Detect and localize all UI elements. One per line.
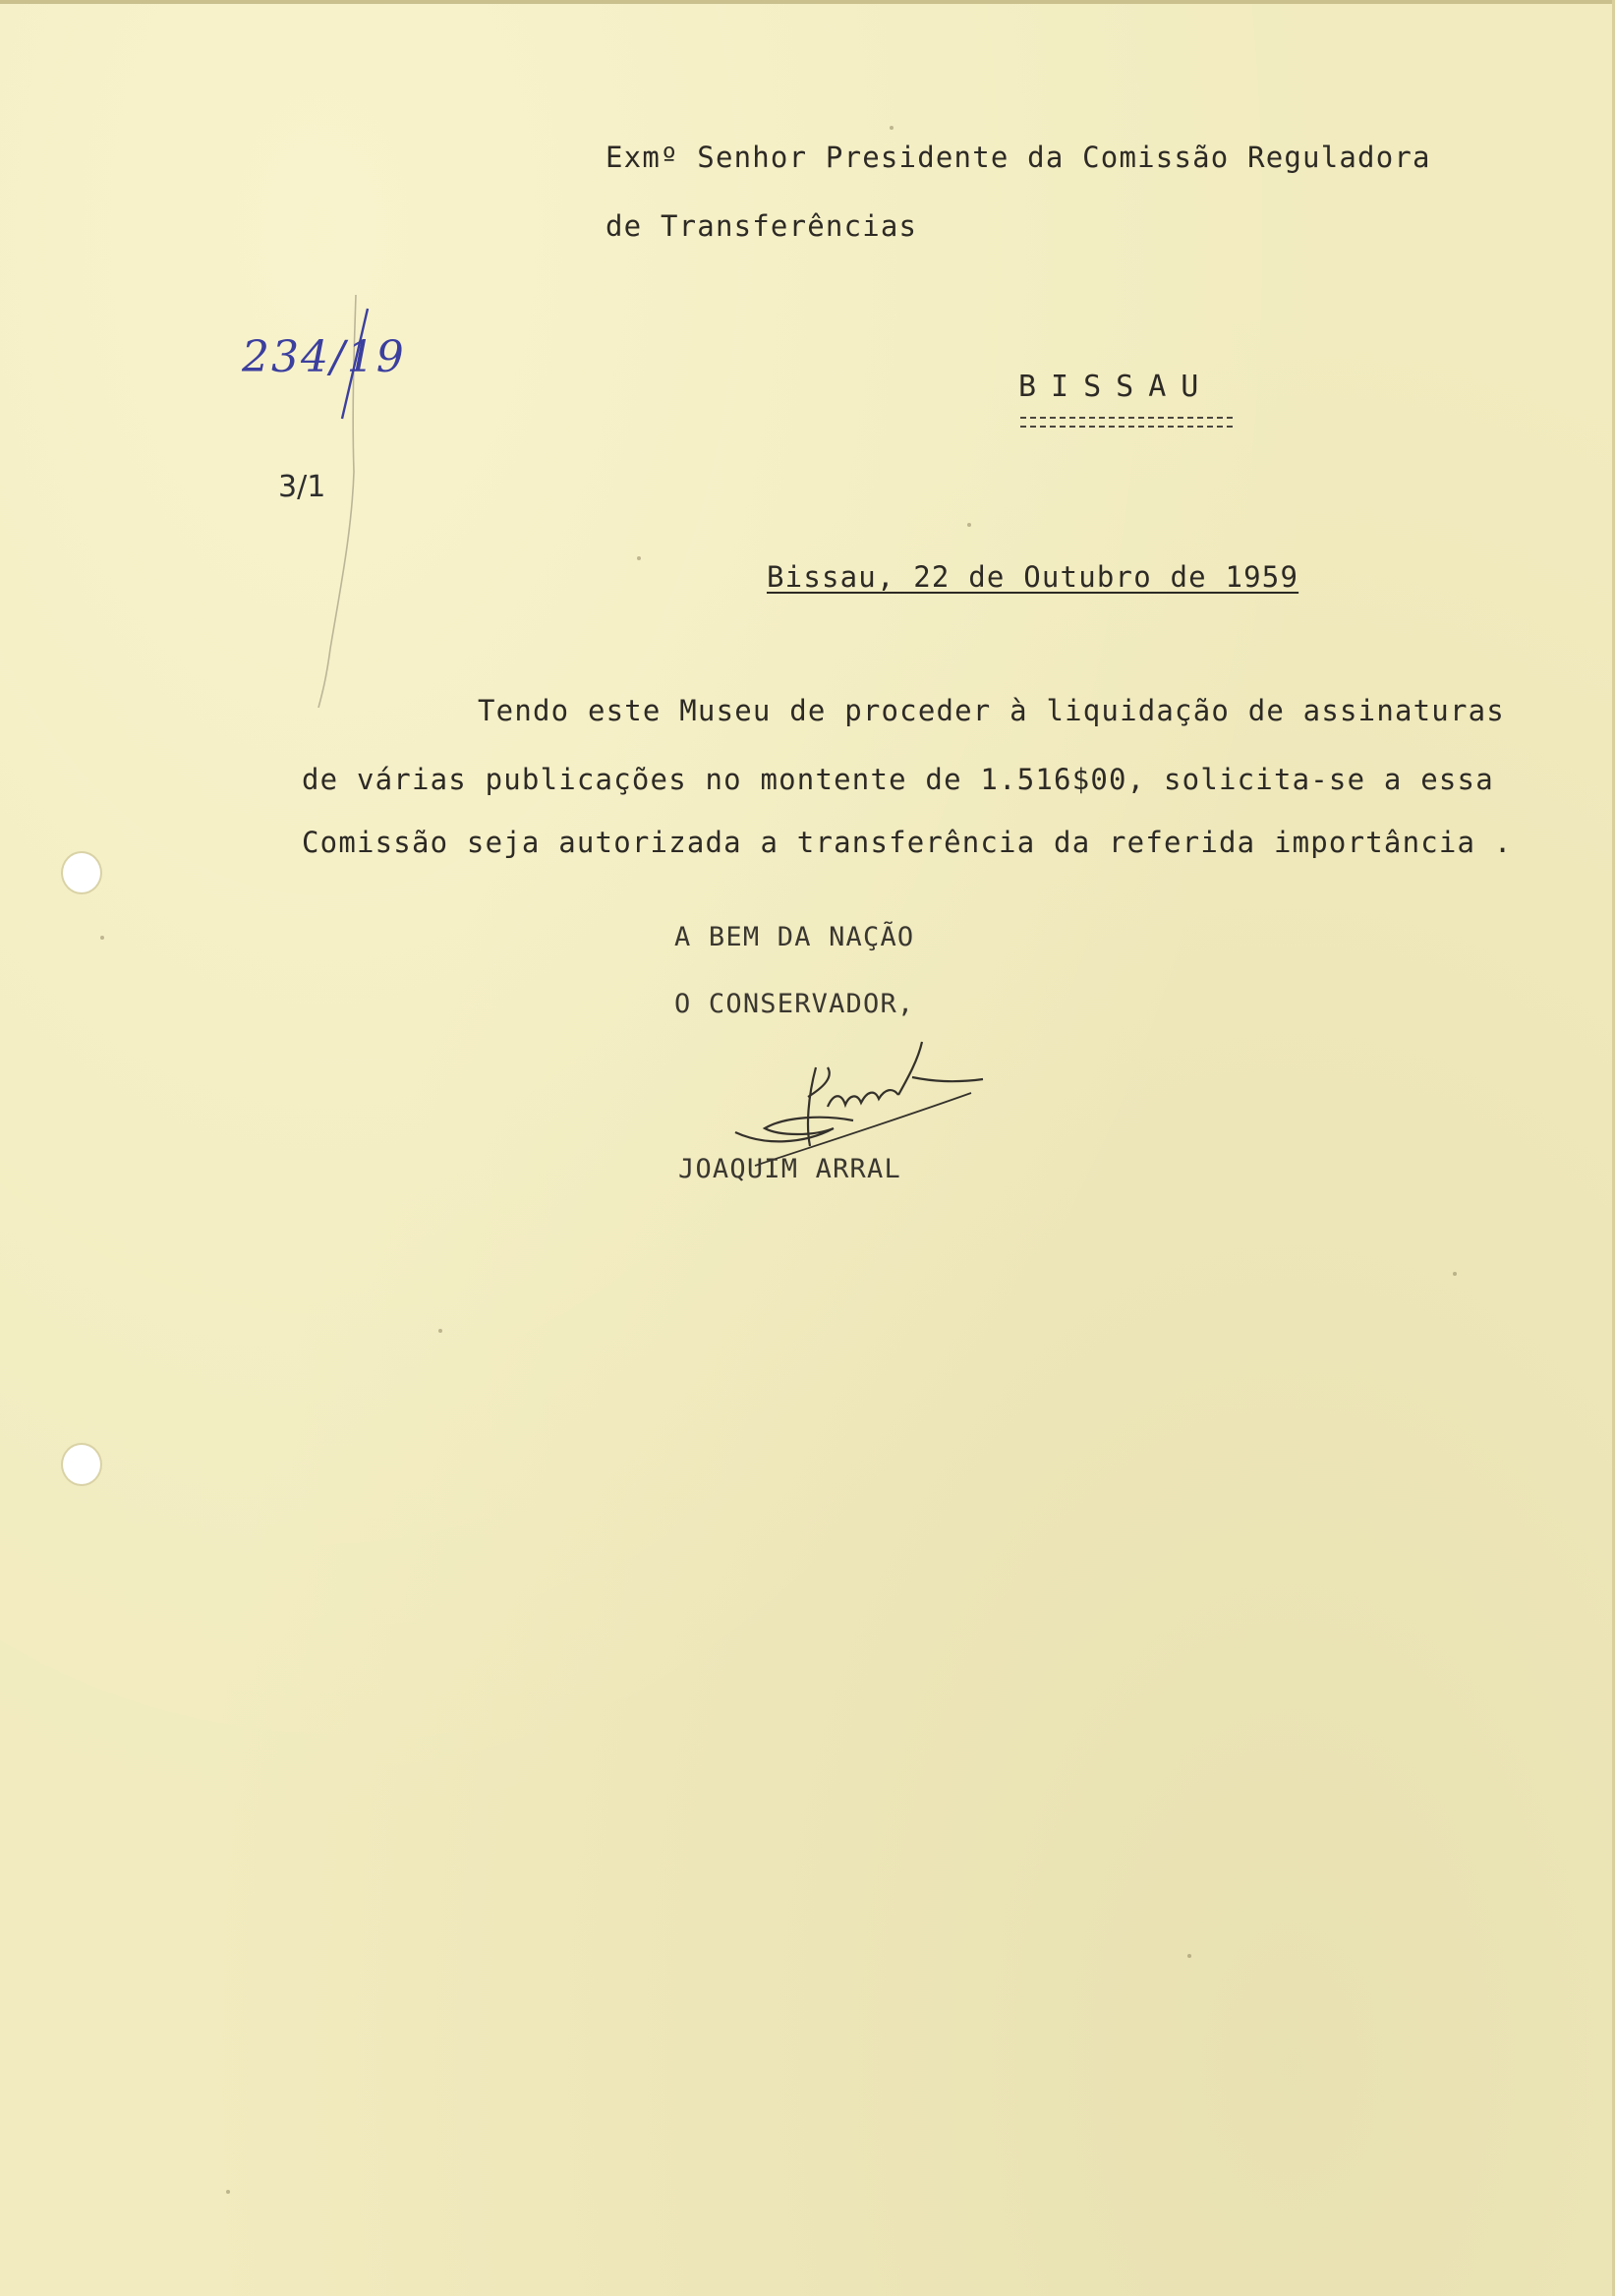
city-heading: BISSAU bbox=[1018, 370, 1214, 404]
closing-title: O CONSERVADOR, bbox=[674, 989, 915, 1019]
paper-speck bbox=[637, 556, 641, 560]
paper-speck bbox=[967, 523, 971, 527]
paper-speck bbox=[438, 1329, 442, 1333]
city-double-rule bbox=[1020, 417, 1233, 428]
paper-speck bbox=[1187, 1954, 1191, 1958]
paper-speck bbox=[890, 126, 894, 130]
signer-name: JOAQUIM ARRAL bbox=[678, 1154, 901, 1184]
addressee-line-2: de Transferências bbox=[606, 209, 918, 243]
body-line-3: Comissão seja autorizada a transferência da referida importância . bbox=[302, 826, 1513, 859]
letter-date: Bissau, 22 de Outubro de 1959 bbox=[767, 560, 1299, 594]
paper-speck bbox=[100, 936, 104, 940]
page-top-edge bbox=[0, 0, 1615, 4]
punch-hole-top bbox=[63, 853, 100, 892]
addressee-line-1: Exmº Senhor Presidente da Comissão Reguladora bbox=[606, 141, 1431, 174]
paper-speck bbox=[1453, 1272, 1457, 1276]
body-line-2: de várias publicações no montente de 1.516$00, solicita-se a essa bbox=[302, 763, 1494, 796]
reference-slash-stroke bbox=[334, 305, 374, 423]
punch-hole-bottom bbox=[63, 1445, 100, 1484]
folio-number: 3/1 bbox=[278, 470, 326, 504]
paper-speck bbox=[226, 2190, 230, 2194]
handwritten-reference: 234/19 bbox=[242, 332, 406, 382]
body-line-1: Tendo este Museu de proceder à liquidação de assinaturas bbox=[478, 694, 1505, 727]
closing-salutation: A BEM DA NAÇÃO bbox=[674, 922, 915, 952]
